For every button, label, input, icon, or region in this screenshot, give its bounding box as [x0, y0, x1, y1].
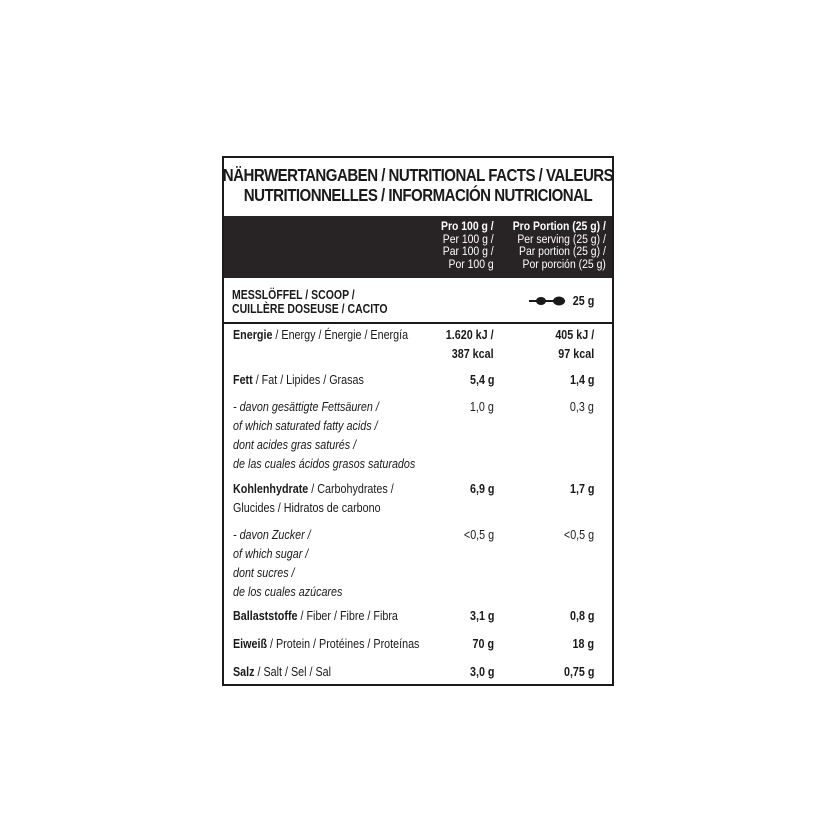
scoop-value [529, 294, 596, 308]
column-header-band [224, 216, 612, 278]
scoop-grams: 25 g [572, 294, 595, 308]
nutrition-label: NÄHRWERTANGABEN / NUTRITIONAL FACTS / VALEURS NUTRITIONNELLES / INFORMACIÓN NUTRICIONAL Pro 100 g / Per 100 g / Par 100 g / Por 100 g Pro Portion (25 g) / Per serving (25 g) / Par portion (25 g) / Por porción (25 g) MESSLÖFFEL / SCOOP / CUILLÈRE DOSEUSE / CACITO 25 g Energie / Energy / Énergie / Energía 1.620 kJ / 387 kcal 405 kJ / 97 kcal Fett / Fat / Lipides / Grasas 5,4 g 1,4 g - davon gesättigte Fettsäuren / of which saturated fatty acids / dont acides gras saturés / de las cuales ácidos grasos saturados 1,0 g 0,3 g Kohlenhydrate / Carbohydrates / Glucides / Hidratos de carbono 6,9 g 1,7 g - davon Zucker / of which sugar / dont sucres / de los cuales azúcares <0,5 g <0,5 g Ballaststoffe / Fiber / Fibre / Fibra 3,1 g 0,8 g Eiweiß / Protein / Protéines / Proteínas 70 g 18 g Salz / Salt / Sel / Sal 3,0 g 0,75 g [222, 156, 614, 686]
label-title [222, 158, 614, 205]
title-line-1: NÄHRWERTANGABEN / NUTRITIONAL FACTS / VALEURS [222, 165, 614, 185]
title-line-2: NUTRITIONNELLES / INFORMACIÓN NUTRICIONAL [243, 185, 593, 205]
per-100g-header: Pro 100 g / Per 100 g / Par 100 g / Por 100 g [441, 219, 494, 271]
per-portion-header: Pro Portion (25 g) / Per serving (25 g) / Par portion (25 g) / Por porción (25 g) [512, 219, 606, 271]
scoop-label: MESSLÖFFEL / SCOOP / CUILLÈRE DOSEUSE / CACITO [232, 288, 388, 316]
scoop-icon [529, 295, 567, 307]
divider [224, 322, 612, 324]
